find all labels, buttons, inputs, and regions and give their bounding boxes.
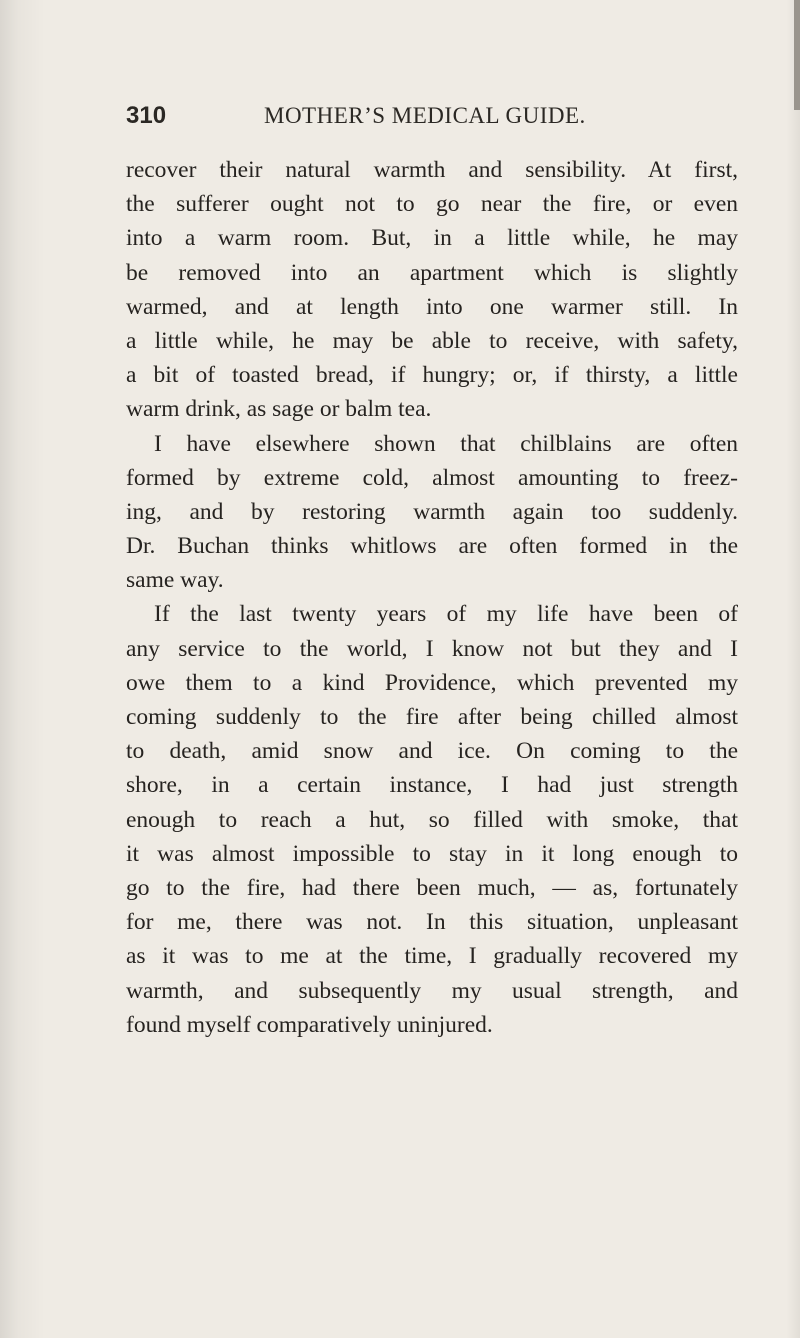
body-text xyxy=(126,153,738,1042)
page-header xyxy=(126,96,726,136)
text-line: ing, and by restoring warmth again too suddenly. xyxy=(126,498,738,525)
running-title: MOTHER’S MEDICAL GUIDE. xyxy=(264,103,586,128)
text-line: same way. xyxy=(126,567,224,594)
text-line: Dr. Buchan thinks whitlows are often formed in the xyxy=(126,533,738,560)
text-line: into a warm room. But, in a little while, he may xyxy=(126,225,738,252)
text-line: the sufferer ought not to go near the fire, or even xyxy=(126,191,738,218)
text-line: I have elsewhere shown that chilblains are often xyxy=(154,430,738,457)
text-line: owe them to a kind Providence, which prevented my xyxy=(126,669,738,696)
text-line: warm drink, as sage or balm tea. xyxy=(126,396,432,423)
text-line: enough to reach a hut, so filled with smoke, that xyxy=(126,806,738,833)
text-line: it was almost impossible to stay in it long enough to xyxy=(126,840,738,867)
text-line: warmth, and subsequently my usual strength, and xyxy=(126,977,738,1004)
text-line: a little while, he may be able to receive, with safety, xyxy=(126,327,738,354)
text-line: go to the fire, had there been much, — as, fortunately xyxy=(126,874,738,901)
text-line: be removed into an apartment which is slightly xyxy=(126,259,738,286)
text-line: as it was to me at the time, I gradually recovered my xyxy=(126,943,738,970)
text-line: shore, in a certain instance, I had just strength xyxy=(126,772,738,799)
text-line: found myself comparatively uninjured. xyxy=(126,1011,493,1038)
text-line: recover their natural warmth and sensibility. At first, xyxy=(126,157,738,183)
text-line: a bit of toasted bread, if hungry; or, if thirsty, a little xyxy=(126,362,738,389)
text-line: any service to the world, I know not but they and I xyxy=(126,635,738,662)
text-line: for me, there was not. In this situation, unpleasant xyxy=(126,909,738,936)
text-line: warmed, and at length into one warmer still. In xyxy=(126,293,738,320)
text-line: to death, amid snow and ice. On coming to the xyxy=(126,738,738,765)
text-line: formed by extreme cold, almost amounting to freez- xyxy=(126,464,738,491)
text-line: If the last twenty years of my life have been of xyxy=(154,601,738,628)
page-edge-shadow xyxy=(794,0,800,110)
page-number: 310 xyxy=(126,102,167,129)
text-line: coming suddenly to the fire after being chilled almost xyxy=(126,704,738,730)
